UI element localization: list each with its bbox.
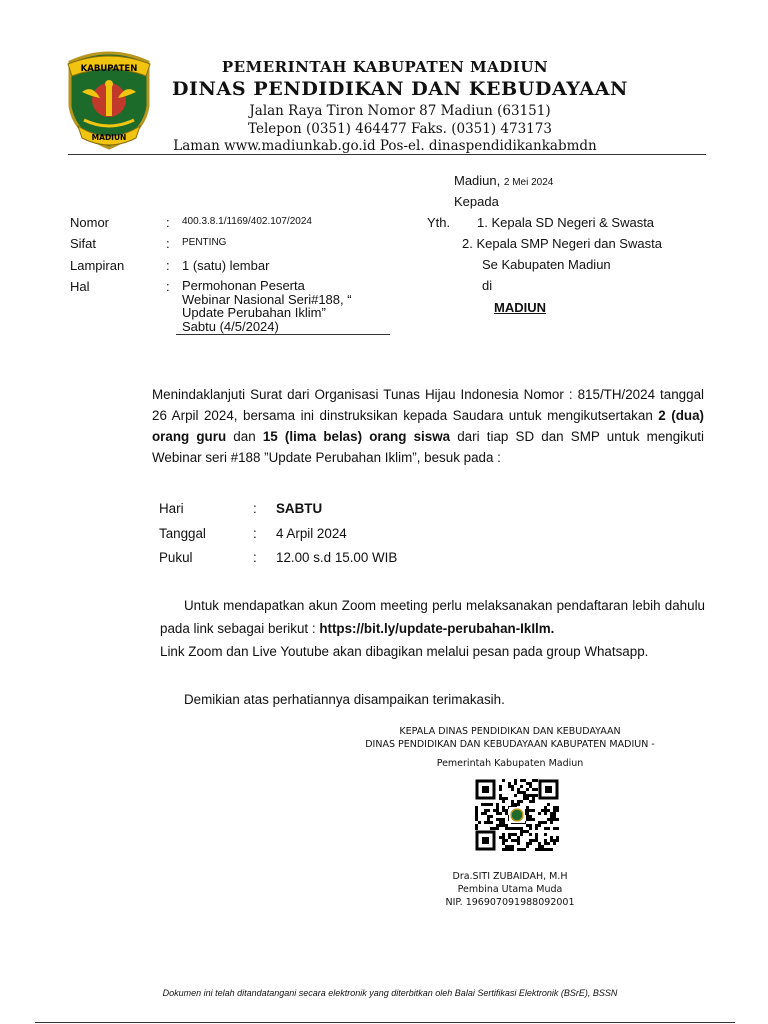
teacher-count: 2 (dua) orang guru: [152, 408, 704, 444]
recipient-1: 1. Kepala SD Negeri & Swasta: [477, 215, 655, 230]
body-text-1: Menindaklanjuti Surat dari Organisasi Tunas Hijau Indonesia Nomor : 815/TH/2024 tanggal 26 Arpil 2024, bersama ini dinstruksikan kepada Saudara untuk mengikutsertakan: [152, 387, 704, 423]
hari-value: SABTU: [276, 501, 323, 516]
sifat-label: Sifat: [70, 236, 97, 251]
hal-line-3: Update Perubahan Iklim”: [182, 305, 326, 320]
hal-value: [182, 279, 412, 333]
hal-line-2: Webinar Nasional Seri#188, “: [182, 291, 352, 307]
zoom-text-2: Link Zoom dan Live Youtube akan dibagikan melalui pesan pada group Whatsapp.: [160, 644, 649, 659]
yth-label: Yth.: [427, 215, 451, 230]
hari-label: Hari: [159, 501, 184, 516]
recipient-city: MADIUN: [494, 300, 546, 315]
nomor-label: Nomor: [70, 215, 110, 230]
registration-link[interactable]: https://bit.ly/update-perubahan-IkIlm.: [319, 621, 555, 636]
e-signature-note: Dokumen ini telah ditandatangani secara elektronik yang diterbitkan oleh Balai Sertifikasi Elektronik (BSrE), BSSN: [162, 988, 618, 998]
lampiran-value: 1 (satu) lembar: [182, 258, 270, 273]
body-text-2: dan: [226, 429, 263, 444]
header-divider: [68, 154, 706, 155]
signer-nip: NIP. 196907091988092001: [445, 897, 575, 908]
office-title: DINAS PENDIDIKAN DAN KEBUDAYAAN: [171, 78, 629, 100]
recipient-region: Se Kabupaten Madiun: [482, 257, 611, 272]
closing-text: Demikian atas perhatiannya disampaikan terimakasih.: [184, 692, 505, 707]
hal-line-1: Permohonan Peserta: [182, 278, 305, 293]
recipient-2: 2. Kepala SMP Negeri dan Swasta: [462, 236, 662, 251]
body-text-3: dari tiap SD dan SMP untuk mengikuti Webinar seri #188 ”Update Perubahan Iklim”, besuk pada :: [152, 429, 704, 465]
pukul-label: Pukul: [159, 550, 193, 565]
di-label: di: [482, 278, 493, 293]
body-paragraph: [152, 384, 704, 468]
gov-title: PEMERINTAH KABUPATEN MADIUN: [221, 58, 549, 76]
hal-line-4: Sabtu (4/5/2024): [182, 318, 279, 334]
place-date: [454, 173, 553, 188]
logo-text-top: KABUPATEN: [80, 64, 138, 74]
pukul-value: 12.00 s.d 15.00 WIB: [276, 550, 398, 565]
tanggal-colon: :: [253, 526, 257, 541]
hal-label: Hal: [70, 279, 90, 294]
kepada-label: Kepada: [454, 194, 499, 209]
nomor-colon: :: [166, 215, 170, 230]
zoom-paragraph: [160, 594, 705, 663]
regency-logo: [60, 48, 158, 150]
tanggal-value: 4 Arpil 2024: [276, 526, 347, 541]
signer-title-2: DINAS PENDIDIKAN DAN KEBUDAYAAN KABUPATEN MADIUN -: [365, 739, 655, 750]
signer-gov: Pemerintah Kabupaten Madiun: [436, 758, 584, 769]
signer-name: Dra.SITI ZUBAIDAH, M.H: [452, 871, 568, 882]
zoom-text: Untuk mendapatkan akun Zoom meeting perlu melaksanakan pendaftaran lebih dahulu pada link sebagai berikut :: [160, 598, 705, 636]
office-web: Laman www.madiunkab.go.id Pos-el. dinaspendidikankabmdn: [173, 138, 597, 154]
pukul-colon: :: [253, 550, 257, 565]
signature-qr-code: [475, 779, 559, 851]
signer-rank: Pembina Utama Muda: [457, 884, 563, 895]
sifat-value: PENTING: [182, 237, 227, 248]
sifat-colon: :: [166, 236, 170, 251]
place: Madiun,: [454, 173, 501, 188]
nomor-value: 400.3.8.1/1169/402.107/2024: [182, 216, 312, 227]
logo-text-bottom: MADIUN: [91, 133, 127, 142]
hari-colon: :: [253, 501, 257, 516]
signer-title-1: KEPALA DINAS PENDIDIKAN DAN KEBUDAYAAN: [399, 726, 621, 737]
lampiran-colon: :: [166, 258, 170, 273]
student-count: 15 (lima belas) orang siswa: [262, 429, 451, 444]
office-phone: Telepon (0351) 464477 Faks. (0351) 473173: [248, 121, 552, 137]
lampiran-label: Lampiran: [70, 258, 125, 273]
tanggal-label: Tanggal: [159, 526, 206, 541]
footer-divider: [35, 1022, 735, 1023]
office-address: Jalan Raya Tiron Nomor 87 Madiun (63151): [249, 103, 551, 119]
date: 2 Mei 2024: [503, 177, 554, 188]
hal-underline: [176, 334, 390, 335]
hal-colon: :: [166, 279, 170, 294]
